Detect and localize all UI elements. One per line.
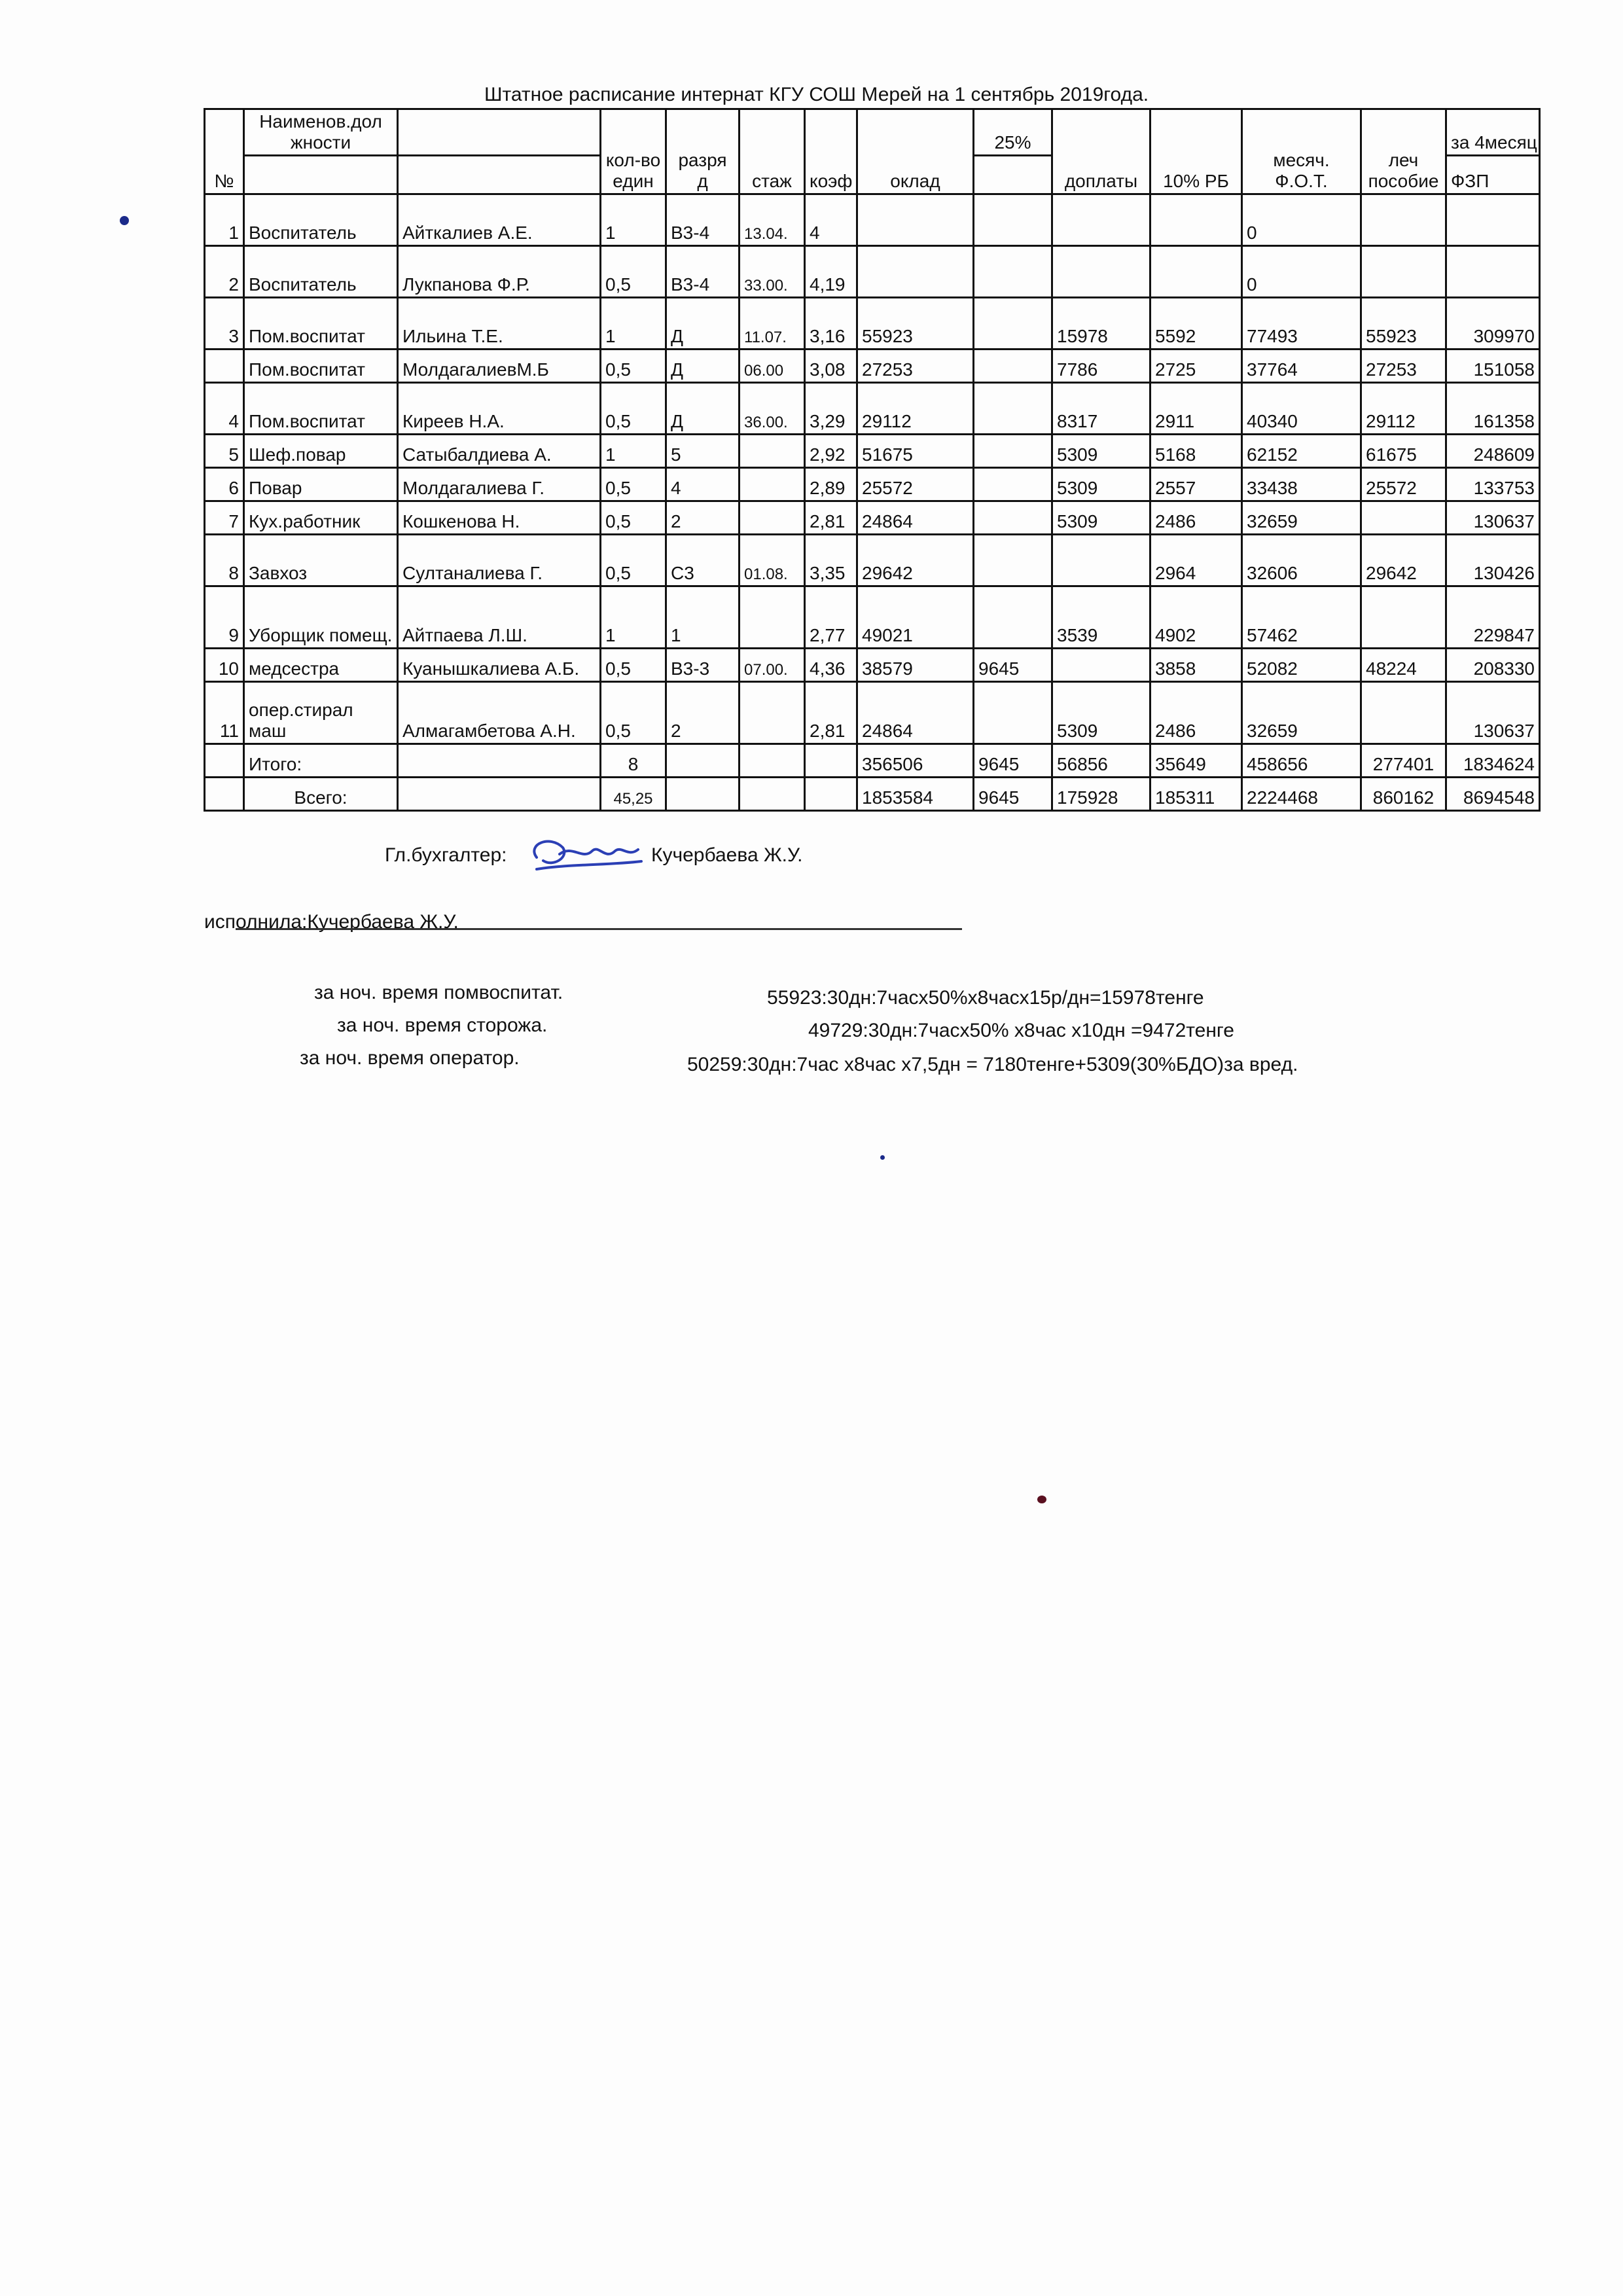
position-cell: Уборщик помещ.	[244, 586, 398, 649]
rb10-cell: 2486	[1150, 501, 1242, 535]
fzp-cell: 309970	[1446, 298, 1540, 350]
monthly-cell: 57462	[1242, 586, 1361, 649]
total-monthly-cell: 458656	[1242, 744, 1361, 778]
p25-cell	[974, 350, 1052, 383]
position-cell: Воспитатель	[244, 246, 398, 298]
salary-cell: 25572	[857, 468, 974, 501]
sick-cell: 61675	[1361, 435, 1446, 468]
total-extra-cell: 56856	[1052, 744, 1150, 778]
fzp-cell: 248609	[1446, 435, 1540, 468]
monthly-cell: 77493	[1242, 298, 1361, 350]
p25-cell	[974, 298, 1052, 350]
total-fzp-cell: 1834624	[1446, 744, 1540, 778]
fzp-cell: 229847	[1446, 586, 1540, 649]
table-row	[205, 535, 1540, 586]
qty-cell: 1	[601, 298, 666, 350]
ink-speck	[880, 1155, 885, 1160]
qty-cell: 0,5	[601, 468, 666, 501]
rb10-cell: 2557	[1150, 468, 1242, 501]
fzp-cell: 133753	[1446, 468, 1540, 501]
rb10-cell: 2486	[1150, 682, 1242, 744]
table-row	[205, 383, 1540, 435]
name-cell: Султаналиева Г.	[398, 535, 601, 586]
total-rb10-cell: 185311	[1150, 778, 1242, 811]
total-qty-cell: 8	[601, 744, 666, 778]
grade-cell: Д	[666, 383, 740, 435]
document-title: Штатное расписание интернат КГУ СОШ Мерей на 1 сентябрь 2019года.	[484, 84, 1149, 105]
header-tenure: стаж	[740, 109, 805, 194]
name-cell: Алмагамбетова А.Н.	[398, 682, 601, 744]
signature-rule	[236, 928, 962, 930]
sick-cell	[1361, 501, 1446, 535]
monthly-cell: 40340	[1242, 383, 1361, 435]
monthly-cell: 0	[1242, 194, 1361, 246]
p25-cell	[974, 501, 1052, 535]
qty-cell: 0,5	[601, 246, 666, 298]
coef-cell: 3,35	[805, 535, 857, 586]
monthly-cell: 32659	[1242, 682, 1361, 744]
salary-cell: 24864	[857, 682, 974, 744]
grade-cell: С3	[666, 535, 740, 586]
tenure-cell: 13.04.	[740, 194, 805, 246]
header-no: №	[205, 109, 244, 194]
salary-cell: 29112	[857, 383, 974, 435]
position-cell: Кух.работник	[244, 501, 398, 535]
header-four-months: за 4месяц	[1446, 109, 1540, 156]
fzp-cell	[1446, 194, 1540, 246]
header-monthly: месяч. Ф.О.Т.	[1242, 109, 1361, 194]
total-salary-cell: 1853584	[857, 778, 974, 811]
p25-cell	[974, 586, 1052, 649]
name-cell: Сатыбалдиева А.	[398, 435, 601, 468]
coef-cell: 2,81	[805, 682, 857, 744]
grade-cell: В3-4	[666, 246, 740, 298]
table-row	[205, 649, 1540, 682]
fzp-cell: 130637	[1446, 682, 1540, 744]
empty-cell	[205, 778, 244, 811]
salary-cell	[857, 246, 974, 298]
grade-cell: Д	[666, 298, 740, 350]
p25-cell	[974, 435, 1052, 468]
ink-speck	[120, 216, 129, 225]
position-cell: медсестра	[244, 649, 398, 682]
position-cell: Завхоз	[244, 535, 398, 586]
tenure-cell	[740, 468, 805, 501]
table-row	[205, 194, 1540, 246]
rb10-cell	[1150, 194, 1242, 246]
coef-cell: 3,29	[805, 383, 857, 435]
row-no: 2	[205, 246, 244, 298]
sick-cell: 25572	[1361, 468, 1446, 501]
qty-cell: 1	[601, 586, 666, 649]
p25-cell	[974, 468, 1052, 501]
grade-cell: 5	[666, 435, 740, 468]
sick-cell: 55923	[1361, 298, 1446, 350]
total-p25-cell: 9645	[974, 744, 1052, 778]
position-cell: Пом.воспитат	[244, 298, 398, 350]
name-cell: Кошкенова Н.	[398, 501, 601, 535]
empty-cell	[740, 778, 805, 811]
sick-cell	[1361, 194, 1446, 246]
name-cell: Лукпанова Ф.Р.	[398, 246, 601, 298]
grade-cell: В3-4	[666, 194, 740, 246]
tenure-cell	[740, 682, 805, 744]
executor-line: исполнила:Кучербаева Ж.У.	[204, 911, 459, 933]
rb10-cell	[1150, 246, 1242, 298]
extra-cell: 8317	[1052, 383, 1150, 435]
salary-cell: 38579	[857, 649, 974, 682]
name-cell: Айтпаева Л.Ш.	[398, 586, 601, 649]
salary-cell: 29642	[857, 535, 974, 586]
grade-cell: 2	[666, 682, 740, 744]
salary-cell: 55923	[857, 298, 974, 350]
monthly-cell: 33438	[1242, 468, 1361, 501]
salary-cell: 49021	[857, 586, 974, 649]
empty-cell	[398, 778, 601, 811]
qty-cell: 0,5	[601, 649, 666, 682]
name-cell: Ильина Т.Е.	[398, 298, 601, 350]
coef-cell: 2,92	[805, 435, 857, 468]
position-cell: Воспитатель	[244, 194, 398, 246]
monthly-cell: 0	[1242, 246, 1361, 298]
header-fzp: ФЗП	[1446, 156, 1540, 194]
salary-cell: 51675	[857, 435, 974, 468]
total-salary-cell: 356506	[857, 744, 974, 778]
name-cell: Молдагалиева Г.	[398, 468, 601, 501]
coef-cell: 4,36	[805, 649, 857, 682]
grade-cell: 2	[666, 501, 740, 535]
tenure-cell	[740, 586, 805, 649]
note-formula: 55923:30дн:7часх50%х8часх15р/дн=15978тенге	[767, 987, 1204, 1009]
header-sick: леч пособие	[1361, 109, 1446, 194]
row-no: 11	[205, 682, 244, 744]
rb10-cell: 2964	[1150, 535, 1242, 586]
row-no: 6	[205, 468, 244, 501]
rb10-cell: 5168	[1150, 435, 1242, 468]
tenure-cell: 36.00.	[740, 383, 805, 435]
table-row	[205, 586, 1540, 649]
accountant-name: Кучербаева Ж.У.	[651, 844, 803, 866]
row-no: 9	[205, 586, 244, 649]
extra-cell: 5309	[1052, 682, 1150, 744]
position-cell: Повар	[244, 468, 398, 501]
tenure-cell	[740, 435, 805, 468]
empty-cell	[805, 778, 857, 811]
table-row	[205, 350, 1540, 383]
tenure-cell	[740, 501, 805, 535]
sick-cell: 48224	[1361, 649, 1446, 682]
qty-cell: 0,5	[601, 682, 666, 744]
empty-cell	[398, 744, 601, 778]
extra-cell	[1052, 649, 1150, 682]
qty-cell: 0,5	[601, 535, 666, 586]
table-row	[205, 435, 1540, 468]
sick-cell: 27253	[1361, 350, 1446, 383]
empty-cell	[740, 744, 805, 778]
fzp-cell: 130637	[1446, 501, 1540, 535]
ink-speck	[1037, 1496, 1046, 1503]
name-cell: Куанышкалиева А.Б.	[398, 649, 601, 682]
qty-cell: 0,5	[601, 383, 666, 435]
tenure-cell: 11.07.	[740, 298, 805, 350]
table-row	[205, 246, 1540, 298]
extra-cell	[1052, 535, 1150, 586]
tenure-cell: 07.00.	[740, 649, 805, 682]
monthly-cell: 62152	[1242, 435, 1361, 468]
extra-cell: 5309	[1052, 468, 1150, 501]
row-no	[205, 350, 244, 383]
name-cell: Киреев Н.А.	[398, 383, 601, 435]
header-coef: коэф	[805, 109, 857, 194]
header-extra: доплаты	[1052, 109, 1150, 194]
rb10-cell: 3858	[1150, 649, 1242, 682]
rb10-cell: 5592	[1150, 298, 1242, 350]
row-no: 8	[205, 535, 244, 586]
sick-cell: 29112	[1361, 383, 1446, 435]
header-qty: кол-во един	[601, 109, 666, 194]
header-p25: 25%	[974, 109, 1052, 156]
extra-cell	[1052, 194, 1150, 246]
extra-cell: 15978	[1052, 298, 1150, 350]
tenure-cell: 01.08.	[740, 535, 805, 586]
coef-cell: 2,89	[805, 468, 857, 501]
total-label-cell: Всего:	[244, 778, 398, 811]
header-position: Наименов.дол жности	[244, 109, 398, 156]
extra-cell: 3539	[1052, 586, 1150, 649]
coef-cell: 4	[805, 194, 857, 246]
monthly-cell: 52082	[1242, 649, 1361, 682]
tenure-cell: 06.00	[740, 350, 805, 383]
fzp-cell: 130426	[1446, 535, 1540, 586]
coef-cell: 2,81	[805, 501, 857, 535]
rb10-cell: 2911	[1150, 383, 1242, 435]
qty-cell: 1	[601, 194, 666, 246]
total-qty-cell: 45,25	[601, 778, 666, 811]
coef-cell: 3,16	[805, 298, 857, 350]
note-label: за ноч. время помвоспитат.	[314, 982, 563, 1003]
p25-cell	[974, 535, 1052, 586]
sick-cell	[1361, 586, 1446, 649]
empty-cell	[205, 744, 244, 778]
p25-cell	[974, 383, 1052, 435]
table-row	[205, 682, 1540, 744]
grade-cell: Д	[666, 350, 740, 383]
row-no: 1	[205, 194, 244, 246]
extra-cell: 5309	[1052, 501, 1150, 535]
p25-cell	[974, 194, 1052, 246]
signature-scribble	[524, 831, 648, 877]
position-cell: опер.стирал маш	[244, 682, 398, 744]
staffing-table	[204, 108, 1541, 812]
totals-row	[205, 744, 1540, 778]
extra-cell	[1052, 246, 1150, 298]
name-cell: МолдагалиевМ.Б	[398, 350, 601, 383]
fzp-cell: 208330	[1446, 649, 1540, 682]
sick-cell: 29642	[1361, 535, 1446, 586]
rb10-cell: 4902	[1150, 586, 1242, 649]
table-row	[205, 298, 1540, 350]
qty-cell: 1	[601, 435, 666, 468]
monthly-cell: 32659	[1242, 501, 1361, 535]
total-fzp-cell: 8694548	[1446, 778, 1540, 811]
note-label: за ноч. время оператор.	[300, 1047, 520, 1069]
position-cell: Пом.воспитат	[244, 350, 398, 383]
tenure-cell: 33.00.	[740, 246, 805, 298]
fzp-cell: 161358	[1446, 383, 1540, 435]
table-header-row	[205, 109, 1540, 156]
total-sick-cell: 277401	[1361, 744, 1446, 778]
p25-cell	[974, 246, 1052, 298]
header-grade: разря д	[666, 109, 740, 194]
accountant-label: Гл.бухгалтер:	[385, 844, 507, 866]
coef-cell: 4,19	[805, 246, 857, 298]
fzp-cell: 151058	[1446, 350, 1540, 383]
rb10-cell: 2725	[1150, 350, 1242, 383]
qty-cell: 0,5	[601, 350, 666, 383]
grade-cell: В3-3	[666, 649, 740, 682]
extra-cell: 5309	[1052, 435, 1150, 468]
sick-cell	[1361, 682, 1446, 744]
table-row	[205, 468, 1540, 501]
total-p25-cell: 9645	[974, 778, 1052, 811]
salary-cell	[857, 194, 974, 246]
position-cell: Шеф.повар	[244, 435, 398, 468]
table-row	[205, 501, 1540, 535]
qty-cell: 0,5	[601, 501, 666, 535]
total-label-cell: Итого:	[244, 744, 398, 778]
sick-cell	[1361, 246, 1446, 298]
row-no: 5	[205, 435, 244, 468]
empty-cell	[666, 744, 740, 778]
extra-cell: 7786	[1052, 350, 1150, 383]
header-salary: оклад	[857, 109, 974, 194]
p25-cell	[974, 682, 1052, 744]
grade-cell: 1	[666, 586, 740, 649]
header-rb10: 10% РБ	[1150, 109, 1242, 194]
total-extra-cell: 175928	[1052, 778, 1150, 811]
empty-cell	[666, 778, 740, 811]
note-formula: 50259:30дн:7час х8час х7,5дн = 7180тенге+5309(30%БДО)за вред.	[687, 1054, 1298, 1075]
fzp-cell	[1446, 246, 1540, 298]
note-label: за ноч. время сторожа.	[337, 1014, 548, 1036]
p25-cell: 9645	[974, 649, 1052, 682]
empty-cell	[805, 744, 857, 778]
position-cell: Пом.воспитат	[244, 383, 398, 435]
monthly-cell: 37764	[1242, 350, 1361, 383]
totals-row	[205, 778, 1540, 811]
row-no: 3	[205, 298, 244, 350]
total-monthly-cell: 2224468	[1242, 778, 1361, 811]
salary-cell: 24864	[857, 501, 974, 535]
row-no: 10	[205, 649, 244, 682]
row-no: 4	[205, 383, 244, 435]
total-rb10-cell: 35649	[1150, 744, 1242, 778]
total-sick-cell: 860162	[1361, 778, 1446, 811]
name-cell: Айткалиев А.Е.	[398, 194, 601, 246]
salary-cell: 27253	[857, 350, 974, 383]
coef-cell: 2,77	[805, 586, 857, 649]
coef-cell: 3,08	[805, 350, 857, 383]
grade-cell: 4	[666, 468, 740, 501]
monthly-cell: 32606	[1242, 535, 1361, 586]
note-formula: 49729:30дн:7часх50% х8час х10дн =9472тенге	[808, 1020, 1234, 1041]
row-no: 7	[205, 501, 244, 535]
